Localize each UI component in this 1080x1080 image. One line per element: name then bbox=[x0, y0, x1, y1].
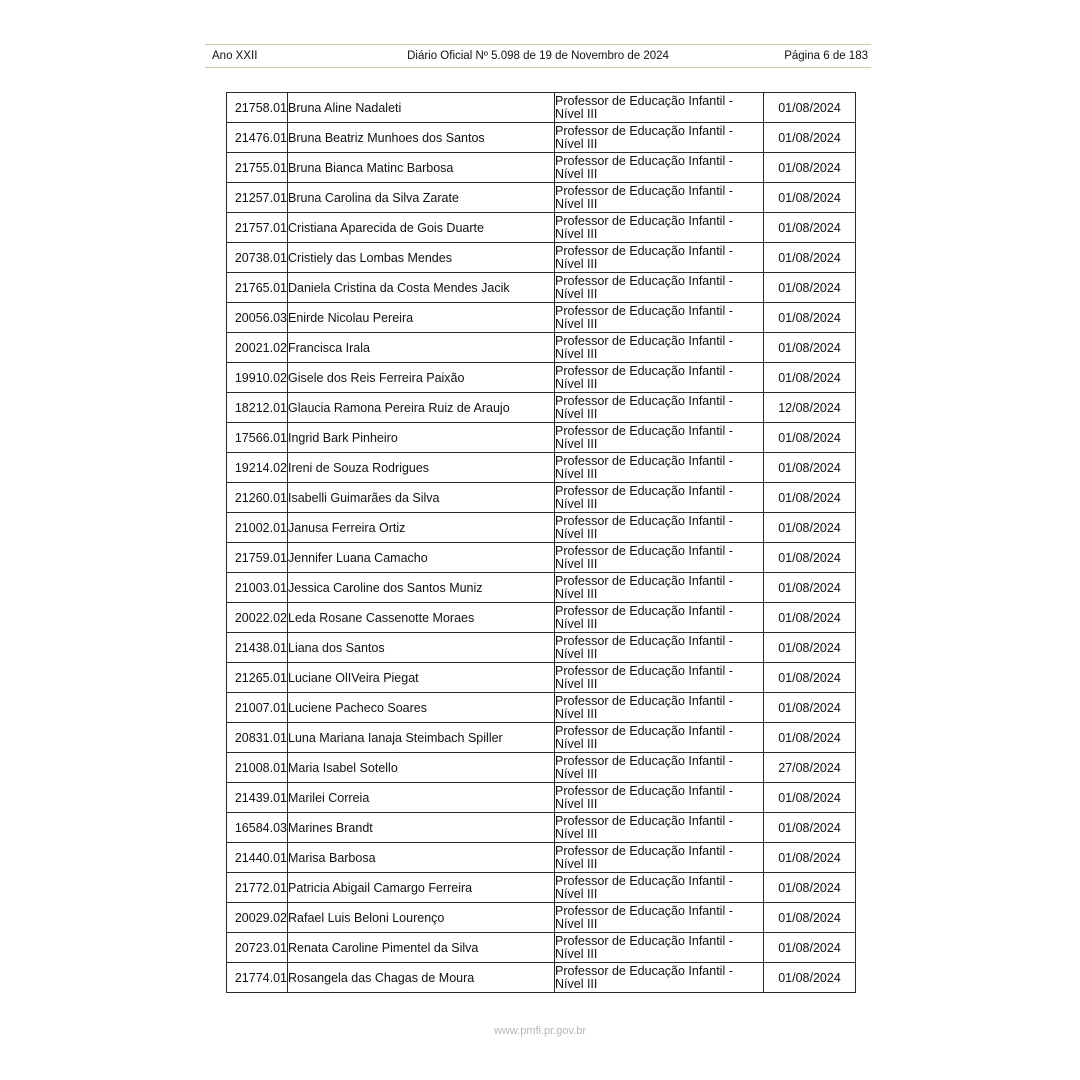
table-row bbox=[227, 813, 856, 843]
job-level: Nível III bbox=[555, 316, 598, 331]
table-row bbox=[227, 303, 856, 333]
job-level: Nível III bbox=[555, 646, 598, 661]
job-title-line: Professor de Educação Infantil - bbox=[555, 153, 733, 168]
registration-number: 21440.01 bbox=[227, 843, 288, 873]
job-level: Nível III bbox=[555, 736, 598, 751]
personnel-table-body bbox=[227, 93, 856, 993]
employee-name: Bruna Beatriz Munhoes dos Santos bbox=[288, 123, 555, 153]
job-title-line: Professor de Educação Infantil - bbox=[555, 633, 733, 648]
job-level: Nível III bbox=[555, 586, 598, 601]
job-level: Nível III bbox=[555, 436, 598, 451]
start-date: 01/08/2024 bbox=[764, 273, 856, 303]
job-level: Nível III bbox=[555, 376, 598, 391]
job-title bbox=[555, 873, 764, 903]
job-title bbox=[555, 843, 764, 873]
personnel-table bbox=[226, 92, 856, 993]
registration-number: 21476.01 bbox=[227, 123, 288, 153]
table-row bbox=[227, 213, 856, 243]
table-row bbox=[227, 843, 856, 873]
employee-name: Rosangela das Chagas de Moura bbox=[288, 963, 555, 993]
job-title bbox=[555, 963, 764, 993]
employee-name: Cristiana Aparecida de Gois Duarte bbox=[288, 213, 555, 243]
registration-number: 21759.01 bbox=[227, 543, 288, 573]
job-level: Nível III bbox=[555, 676, 598, 691]
employee-name: Bruna Bianca Matinc Barbosa bbox=[288, 153, 555, 183]
start-date: 01/08/2024 bbox=[764, 543, 856, 573]
table-row bbox=[227, 393, 856, 423]
job-title bbox=[555, 513, 764, 543]
job-title bbox=[555, 303, 764, 333]
start-date: 01/08/2024 bbox=[764, 123, 856, 153]
start-date: 01/08/2024 bbox=[764, 933, 856, 963]
edition-year: Ano XXII bbox=[212, 50, 258, 62]
start-date: 12/08/2024 bbox=[764, 393, 856, 423]
job-title-line: Professor de Educação Infantil - bbox=[555, 843, 733, 858]
footer-url[interactable]: www.pmfi.pr.gov.br bbox=[493, 1025, 587, 1037]
job-title bbox=[555, 483, 764, 513]
start-date: 01/08/2024 bbox=[764, 573, 856, 603]
job-level: Nível III bbox=[555, 796, 598, 811]
job-title bbox=[555, 183, 764, 213]
job-title bbox=[555, 393, 764, 423]
job-title-line: Professor de Educação Infantil - bbox=[555, 423, 733, 438]
employee-name: Luciane OlIVeira Piegat bbox=[288, 663, 555, 693]
employee-name: Ingrid Bark Pinheiro bbox=[288, 423, 555, 453]
table-row bbox=[227, 933, 856, 963]
start-date: 01/08/2024 bbox=[764, 153, 856, 183]
registration-number: 21757.01 bbox=[227, 213, 288, 243]
start-date: 27/08/2024 bbox=[764, 753, 856, 783]
registration-number: 20738.01 bbox=[227, 243, 288, 273]
job-title-line: Professor de Educação Infantil - bbox=[555, 873, 733, 888]
start-date: 01/08/2024 bbox=[764, 693, 856, 723]
page-number: Página 6 de 183 bbox=[784, 50, 868, 62]
employee-name: Janusa Ferreira Ortiz bbox=[288, 513, 555, 543]
registration-number: 16584.03 bbox=[227, 813, 288, 843]
job-level: Nível III bbox=[555, 256, 598, 271]
job-title bbox=[555, 213, 764, 243]
start-date: 01/08/2024 bbox=[764, 333, 856, 363]
start-date: 01/08/2024 bbox=[764, 513, 856, 543]
job-title bbox=[555, 123, 764, 153]
job-title bbox=[555, 543, 764, 573]
job-title bbox=[555, 363, 764, 393]
table-row bbox=[227, 633, 856, 663]
registration-number: 21257.01 bbox=[227, 183, 288, 213]
employee-name: Marilei Correia bbox=[288, 783, 555, 813]
job-title-line: Professor de Educação Infantil - bbox=[555, 243, 733, 258]
registration-number: 21758.01 bbox=[227, 93, 288, 123]
table-row bbox=[227, 903, 856, 933]
registration-number: 17566.01 bbox=[227, 423, 288, 453]
employee-name: Liana dos Santos bbox=[288, 633, 555, 663]
job-title bbox=[555, 93, 764, 123]
job-title-line: Professor de Educação Infantil - bbox=[555, 933, 733, 948]
job-title bbox=[555, 243, 764, 273]
employee-name: Gisele dos Reis Ferreira Paixão bbox=[288, 363, 555, 393]
job-title bbox=[555, 933, 764, 963]
job-title bbox=[555, 633, 764, 663]
employee-name: Glaucia Ramona Pereira Ruiz de Araujo bbox=[288, 393, 555, 423]
page-header bbox=[205, 44, 871, 68]
job-title bbox=[555, 573, 764, 603]
job-title bbox=[555, 603, 764, 633]
registration-number: 21260.01 bbox=[227, 483, 288, 513]
employee-name: Maria Isabel Sotello bbox=[288, 753, 555, 783]
job-title bbox=[555, 693, 764, 723]
table-row bbox=[227, 333, 856, 363]
employee-name: Leda Rosane Cassenotte Moraes bbox=[288, 603, 555, 633]
start-date: 01/08/2024 bbox=[764, 93, 856, 123]
job-title-line: Professor de Educação Infantil - bbox=[555, 813, 733, 828]
registration-number: 21772.01 bbox=[227, 873, 288, 903]
registration-number: 21008.01 bbox=[227, 753, 288, 783]
employee-name: Rafael Luis Beloni Lourenço bbox=[288, 903, 555, 933]
registration-number: 19214.02 bbox=[227, 453, 288, 483]
job-title-line: Professor de Educação Infantil - bbox=[555, 273, 733, 288]
job-title-line: Professor de Educação Infantil - bbox=[555, 543, 733, 558]
employee-name: Cristiely das Lombas Mendes bbox=[288, 243, 555, 273]
employee-name: Jennifer Luana Camacho bbox=[288, 543, 555, 573]
start-date: 01/08/2024 bbox=[764, 423, 856, 453]
registration-number: 21438.01 bbox=[227, 633, 288, 663]
job-title-line: Professor de Educação Infantil - bbox=[555, 363, 733, 378]
table-row bbox=[227, 753, 856, 783]
job-title bbox=[555, 783, 764, 813]
job-title-line: Professor de Educação Infantil - bbox=[555, 123, 733, 138]
job-title-line: Professor de Educação Infantil - bbox=[555, 903, 733, 918]
start-date: 01/08/2024 bbox=[764, 483, 856, 513]
registration-number: 18212.01 bbox=[227, 393, 288, 423]
job-level: Nível III bbox=[555, 976, 598, 991]
table-row bbox=[227, 363, 856, 393]
job-level: Nível III bbox=[555, 496, 598, 511]
employee-name: Jessica Caroline dos Santos Muniz bbox=[288, 573, 555, 603]
table-row bbox=[227, 663, 856, 693]
table-row bbox=[227, 183, 856, 213]
job-title-line: Professor de Educação Infantil - bbox=[555, 183, 733, 198]
registration-number: 21439.01 bbox=[227, 783, 288, 813]
start-date: 01/08/2024 bbox=[764, 453, 856, 483]
registration-number: 21765.01 bbox=[227, 273, 288, 303]
job-title bbox=[555, 273, 764, 303]
table-row bbox=[227, 153, 856, 183]
job-title-line: Professor de Educação Infantil - bbox=[555, 93, 733, 108]
job-title-line: Professor de Educação Infantil - bbox=[555, 693, 733, 708]
job-title-line: Professor de Educação Infantil - bbox=[555, 393, 733, 408]
job-level: Nível III bbox=[555, 556, 598, 571]
start-date: 01/08/2024 bbox=[764, 843, 856, 873]
table-row bbox=[227, 573, 856, 603]
registration-number: 21265.01 bbox=[227, 663, 288, 693]
registration-number: 20021.02 bbox=[227, 333, 288, 363]
registration-number: 20723.01 bbox=[227, 933, 288, 963]
job-title-line: Professor de Educação Infantil - bbox=[555, 483, 733, 498]
registration-number: 20022.02 bbox=[227, 603, 288, 633]
employee-name: Daniela Cristina da Costa Mendes Jacik bbox=[288, 273, 555, 303]
job-level: Nível III bbox=[555, 196, 598, 211]
employee-name: Bruna Aline Nadaleti bbox=[288, 93, 555, 123]
employee-name: Marisa Barbosa bbox=[288, 843, 555, 873]
start-date: 01/08/2024 bbox=[764, 813, 856, 843]
start-date: 01/08/2024 bbox=[764, 723, 856, 753]
registration-number: 19910.02 bbox=[227, 363, 288, 393]
registration-number: 20056.03 bbox=[227, 303, 288, 333]
job-title-line: Professor de Educação Infantil - bbox=[555, 453, 733, 468]
job-title-line: Professor de Educação Infantil - bbox=[555, 513, 733, 528]
start-date: 01/08/2024 bbox=[764, 303, 856, 333]
job-title-line: Professor de Educação Infantil - bbox=[555, 753, 733, 768]
employee-name: Luna Mariana Ianaja Steimbach Spiller bbox=[288, 723, 555, 753]
table-row bbox=[227, 693, 856, 723]
job-level: Nível III bbox=[555, 946, 598, 961]
job-title bbox=[555, 723, 764, 753]
registration-number: 20831.01 bbox=[227, 723, 288, 753]
registration-number: 21755.01 bbox=[227, 153, 288, 183]
table-row bbox=[227, 93, 856, 123]
job-level: Nível III bbox=[555, 346, 598, 361]
start-date: 01/08/2024 bbox=[764, 183, 856, 213]
start-date: 01/08/2024 bbox=[764, 633, 856, 663]
table-row bbox=[227, 963, 856, 993]
gazette-title: Diário Oficial Nº 5.098 de 19 de Novembro de 2024 bbox=[407, 50, 669, 62]
job-title bbox=[555, 903, 764, 933]
employee-name: Francisca Irala bbox=[288, 333, 555, 363]
job-title bbox=[555, 153, 764, 183]
start-date: 01/08/2024 bbox=[764, 963, 856, 993]
job-level: Nível III bbox=[555, 226, 598, 241]
job-level: Nível III bbox=[555, 106, 598, 121]
table-row bbox=[227, 423, 856, 453]
job-title-line: Professor de Educação Infantil - bbox=[555, 303, 733, 318]
table-row bbox=[227, 543, 856, 573]
start-date: 01/08/2024 bbox=[764, 663, 856, 693]
job-title bbox=[555, 423, 764, 453]
employee-name: Renata Caroline Pimentel da Silva bbox=[288, 933, 555, 963]
start-date: 01/08/2024 bbox=[764, 783, 856, 813]
start-date: 01/08/2024 bbox=[764, 903, 856, 933]
table-row bbox=[227, 123, 856, 153]
registration-number: 21774.01 bbox=[227, 963, 288, 993]
registration-number: 20029.02 bbox=[227, 903, 288, 933]
employee-name: Marines Brandt bbox=[288, 813, 555, 843]
job-title bbox=[555, 333, 764, 363]
job-level: Nível III bbox=[555, 856, 598, 871]
employee-name: Enirde Nicolau Pereira bbox=[288, 303, 555, 333]
job-level: Nível III bbox=[555, 766, 598, 781]
job-level: Nível III bbox=[555, 136, 598, 151]
job-level: Nível III bbox=[555, 616, 598, 631]
table-row bbox=[227, 243, 856, 273]
employee-name: Bruna Carolina da Silva Zarate bbox=[288, 183, 555, 213]
job-level: Nível III bbox=[555, 916, 598, 931]
job-level: Nível III bbox=[555, 706, 598, 721]
job-title-line: Professor de Educação Infantil - bbox=[555, 573, 733, 588]
job-level: Nível III bbox=[555, 466, 598, 481]
registration-number: 21002.01 bbox=[227, 513, 288, 543]
job-title-line: Professor de Educação Infantil - bbox=[555, 213, 733, 228]
job-level: Nível III bbox=[555, 166, 598, 181]
table-row bbox=[227, 513, 856, 543]
start-date: 01/08/2024 bbox=[764, 873, 856, 903]
job-title-line: Professor de Educação Infantil - bbox=[555, 783, 733, 798]
table-row bbox=[227, 273, 856, 303]
table-row bbox=[227, 723, 856, 753]
job-title bbox=[555, 753, 764, 783]
table-row bbox=[227, 603, 856, 633]
registration-number: 21007.01 bbox=[227, 693, 288, 723]
job-title-line: Professor de Educação Infantil - bbox=[555, 663, 733, 678]
job-level: Nível III bbox=[555, 526, 598, 541]
job-level: Nível III bbox=[555, 886, 598, 901]
job-title-line: Professor de Educação Infantil - bbox=[555, 333, 733, 348]
table-row bbox=[227, 873, 856, 903]
start-date: 01/08/2024 bbox=[764, 603, 856, 633]
job-level: Nível III bbox=[555, 286, 598, 301]
registration-number: 21003.01 bbox=[227, 573, 288, 603]
job-title-line: Professor de Educação Infantil - bbox=[555, 723, 733, 738]
employee-name: Isabelli Guimarães da Silva bbox=[288, 483, 555, 513]
job-title bbox=[555, 453, 764, 483]
table-row bbox=[227, 483, 856, 513]
table-row bbox=[227, 453, 856, 483]
job-title-line: Professor de Educação Infantil - bbox=[555, 603, 733, 618]
employee-name: Patricia Abigail Camargo Ferreira bbox=[288, 873, 555, 903]
employee-name: Luciene Pacheco Soares bbox=[288, 693, 555, 723]
start-date: 01/08/2024 bbox=[764, 363, 856, 393]
job-title bbox=[555, 663, 764, 693]
start-date: 01/08/2024 bbox=[764, 213, 856, 243]
employee-name: Ireni de Souza Rodrigues bbox=[288, 453, 555, 483]
job-level: Nível III bbox=[555, 406, 598, 421]
start-date: 01/08/2024 bbox=[764, 243, 856, 273]
job-title bbox=[555, 813, 764, 843]
table-row bbox=[227, 783, 856, 813]
job-level: Nível III bbox=[555, 826, 598, 841]
job-title-line: Professor de Educação Infantil - bbox=[555, 963, 733, 978]
